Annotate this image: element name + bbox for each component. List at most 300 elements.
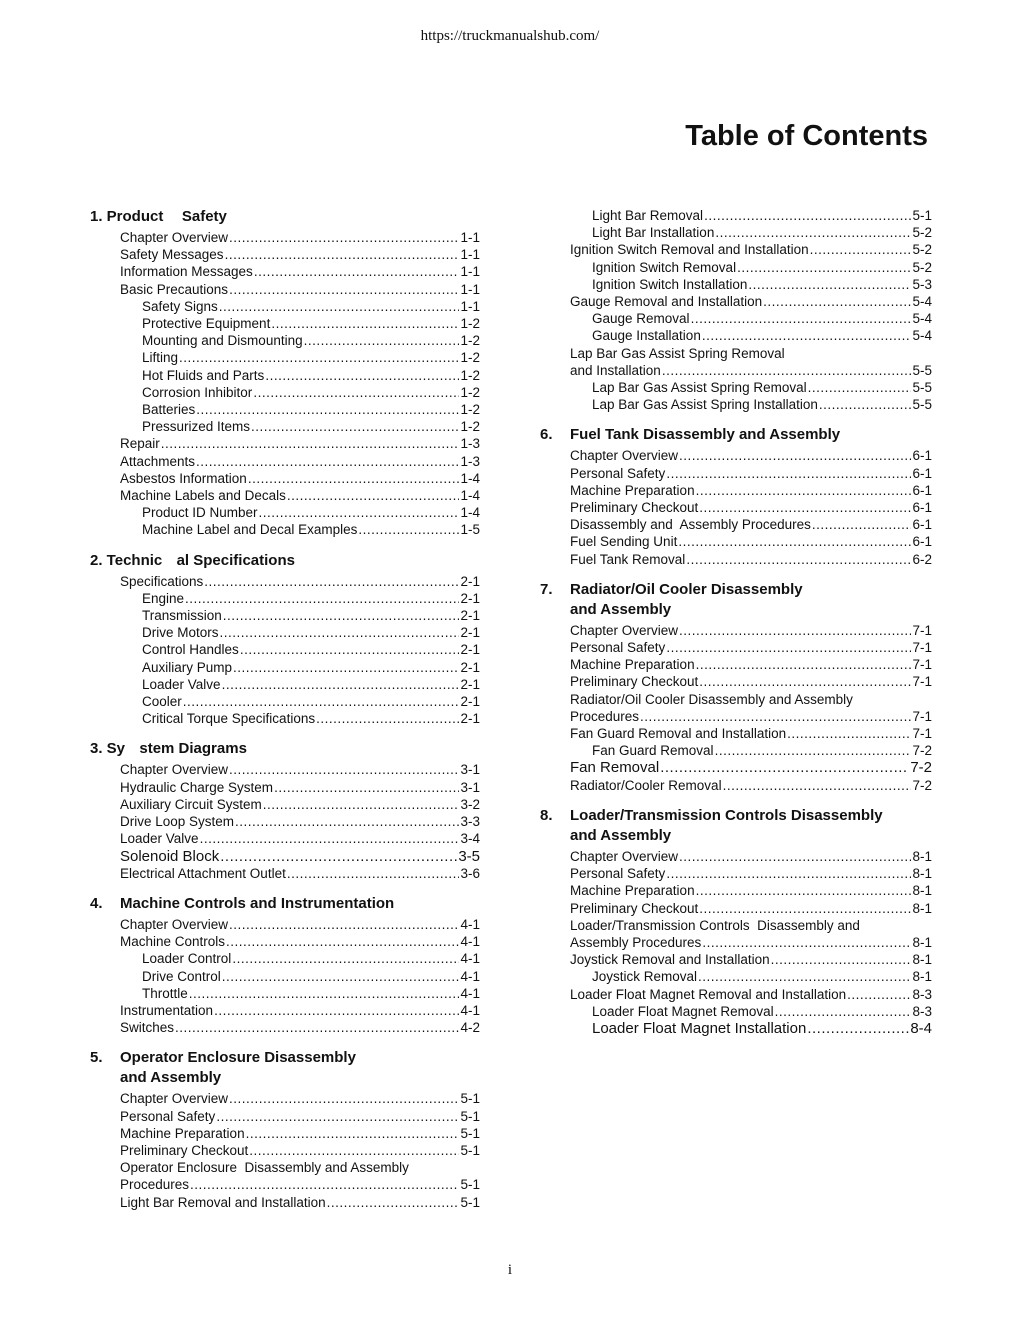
toc-entry-page: 3-1 xyxy=(460,762,480,778)
toc-entry-page: 6-2 xyxy=(912,551,932,567)
dot-leader xyxy=(679,447,911,464)
toc-entry-page: 7-1 xyxy=(912,674,932,690)
toc-entry[interactable] xyxy=(90,590,480,607)
toc-entry-label: Chapter Overview xyxy=(120,916,229,932)
dot-leader xyxy=(222,968,460,985)
section-number: 6. xyxy=(540,426,553,444)
section-number: 8. xyxy=(540,806,553,824)
toc-entry[interactable] xyxy=(90,761,480,778)
dot-leader xyxy=(316,710,459,727)
dot-leader xyxy=(251,418,459,435)
toc-entry-page: 1-4 xyxy=(460,505,480,521)
toc-entry[interactable] xyxy=(540,259,932,276)
toc-entry[interactable] xyxy=(540,1020,932,1037)
toc-entry-page: 1-1 xyxy=(460,247,480,263)
dot-leader xyxy=(679,848,911,865)
toc-entry-page: 4-1 xyxy=(460,916,480,932)
toc-entry[interactable] xyxy=(90,263,480,280)
toc-entry-label: Ignition Switch Installation xyxy=(592,276,748,292)
toc-entry[interactable] xyxy=(540,848,932,865)
toc-entry[interactable] xyxy=(540,639,932,656)
toc-section xyxy=(90,894,480,1036)
dot-leader xyxy=(807,1020,909,1037)
toc-entry[interactable] xyxy=(90,332,480,349)
toc-entry[interactable] xyxy=(540,276,932,293)
toc-entry-page: 8-3 xyxy=(912,1003,932,1019)
toc-entry[interactable] xyxy=(540,499,932,516)
toc-entry[interactable] xyxy=(90,401,480,418)
toc-entry[interactable] xyxy=(540,934,932,951)
toc-entry[interactable] xyxy=(540,516,932,533)
toc-entry-page: 7-1 xyxy=(912,708,932,724)
toc-entry-page: 8-1 xyxy=(912,952,932,968)
toc-entry-page: 2-1 xyxy=(460,573,480,589)
dot-leader xyxy=(265,367,459,384)
toc-entry-page: 6-1 xyxy=(912,448,932,464)
toc-entry-page: 5-5 xyxy=(912,380,932,396)
dot-leader xyxy=(222,676,460,693)
toc-entry-label: Machine Label and Decal Examples xyxy=(142,522,358,538)
toc-entry[interactable] xyxy=(90,1108,480,1125)
dot-leader xyxy=(748,276,911,293)
toc-entry[interactable] xyxy=(90,676,480,693)
toc-entry[interactable] xyxy=(540,207,932,224)
toc-entry-label: Drive Loop System xyxy=(120,814,235,830)
toc-entry-label: Repair xyxy=(120,436,160,452)
toc-entry[interactable] xyxy=(540,968,932,985)
toc-entry-label: Preliminary Checkout xyxy=(120,1142,249,1158)
dot-leader xyxy=(723,777,912,794)
toc-entry[interactable] xyxy=(90,367,480,384)
toc-entry[interactable] xyxy=(90,384,480,401)
toc-entry-page: 3-3 xyxy=(460,814,480,830)
dot-leader xyxy=(696,482,912,499)
toc-entry-label: Safety Signs xyxy=(142,298,218,314)
toc-entry-page: 5-1 xyxy=(912,208,932,223)
dot-leader xyxy=(254,263,460,280)
toc-entry[interactable] xyxy=(90,813,480,830)
toc-entry[interactable] xyxy=(90,453,480,470)
dot-leader xyxy=(214,1002,459,1019)
dot-leader xyxy=(240,641,460,658)
toc-entry[interactable] xyxy=(540,673,932,690)
toc-entry-page: 8-1 xyxy=(912,969,932,985)
toc-entry-label: Critical Torque Specifications xyxy=(142,711,316,727)
toc-entry[interactable] xyxy=(90,315,480,332)
toc-entry-page: 1-4 xyxy=(460,488,480,504)
toc-entry-label: Personal Safety xyxy=(570,866,666,882)
toc-entry-label: Chapter Overview xyxy=(570,448,679,464)
toc-entry-list xyxy=(90,916,480,1036)
toc-entry-page: 7-1 xyxy=(912,726,932,742)
toc-entry-page: 5-5 xyxy=(912,362,932,378)
toc-entry-label: Protective Equipment xyxy=(142,316,271,332)
toc-entry-page: 5-1 xyxy=(460,1194,480,1210)
section-number: 7. xyxy=(540,580,553,598)
toc-entry-label: Corrosion Inhibitor xyxy=(142,384,253,400)
toc-entry[interactable] xyxy=(90,418,480,435)
toc-entry[interactable] xyxy=(540,900,932,917)
toc-entry-page: 1-1 xyxy=(460,281,480,297)
toc-entry-page: 1-2 xyxy=(460,316,480,332)
toc-entry[interactable] xyxy=(90,435,480,452)
toc-entry-label: Personal Safety xyxy=(120,1108,216,1124)
toc-entry[interactable] xyxy=(540,310,932,327)
dot-leader xyxy=(686,551,911,568)
toc-entry[interactable] xyxy=(540,345,932,362)
dot-leader xyxy=(666,465,911,482)
toc-entry[interactable] xyxy=(540,482,932,499)
toc-entry[interactable] xyxy=(90,281,480,298)
toc-entry[interactable] xyxy=(540,379,932,396)
toc-entry-page: 5-1 xyxy=(460,1177,480,1193)
toc-entry[interactable] xyxy=(90,573,480,590)
toc-entry[interactable] xyxy=(540,551,932,568)
toc-entry[interactable] xyxy=(90,1125,480,1142)
dot-leader xyxy=(763,293,911,310)
section-number: 4. xyxy=(90,894,103,912)
toc-entry[interactable] xyxy=(90,796,480,813)
toc-entry-label: Light Bar Removal xyxy=(592,208,704,223)
toc-section xyxy=(90,1048,480,1210)
page-title: Table of Contents xyxy=(685,120,928,152)
toc-entry-page: 3-1 xyxy=(460,779,480,795)
toc-entry-label: Gauge Removal and Installation xyxy=(570,294,763,310)
toc-entry[interactable] xyxy=(90,985,480,1002)
toc-entry-label: Chapter Overview xyxy=(120,762,229,778)
toc-entry-page: 2-1 xyxy=(460,642,480,658)
dot-leader xyxy=(249,1142,459,1159)
dot-leader xyxy=(808,379,912,396)
toc-section xyxy=(540,425,932,567)
toc-entry-label: Machine Controls xyxy=(120,934,226,950)
toc-entry-label: Chapter Overview xyxy=(120,230,229,245)
toc-entry-page: 6-1 xyxy=(912,482,932,498)
dot-leader xyxy=(200,830,460,847)
toc-entry-page: 7-2 xyxy=(912,743,932,759)
dot-leader xyxy=(771,951,912,968)
toc-entry[interactable] xyxy=(90,659,480,676)
toc-entry-page: 4-1 xyxy=(460,985,480,1001)
toc-entry[interactable] xyxy=(90,848,480,865)
toc-entry[interactable] xyxy=(540,241,932,258)
toc-entry-page: 1-2 xyxy=(460,402,480,418)
toc-entry-label: Lap Bar Gas Assist Spring Removal xyxy=(592,380,807,396)
toc-entry[interactable] xyxy=(90,1194,480,1211)
toc-entry-page: 1-1 xyxy=(460,298,480,314)
toc-entry[interactable] xyxy=(540,777,932,794)
dot-leader xyxy=(220,848,457,865)
dot-leader xyxy=(662,362,912,379)
toc-entry[interactable] xyxy=(540,951,932,968)
toc-entry[interactable] xyxy=(90,968,480,985)
toc-entry-page: 5-3 xyxy=(912,276,932,292)
toc-entry-page: 8-1 xyxy=(912,900,932,916)
toc-entry-label: Control Handles xyxy=(142,642,239,658)
toc-entry[interactable] xyxy=(540,759,932,776)
toc-section xyxy=(90,551,480,728)
toc-entry-page: 5-1 xyxy=(460,1091,480,1107)
toc-entry-page: 7-2 xyxy=(912,777,932,793)
toc-entry-label: Machine Preparation xyxy=(570,883,695,899)
toc-entry[interactable] xyxy=(540,1003,932,1020)
toc-entry-label: Preliminary Checkout xyxy=(570,900,699,916)
toc-entry[interactable] xyxy=(90,521,480,538)
toc-entry-label: Chapter Overview xyxy=(570,622,679,638)
toc-entry-list xyxy=(540,848,932,1037)
dot-leader xyxy=(248,470,460,487)
toc-entry[interactable] xyxy=(540,882,932,899)
toc-entry[interactable] xyxy=(540,533,932,550)
toc-entry-label: Lifting xyxy=(142,350,179,366)
toc-entry[interactable] xyxy=(540,656,932,673)
toc-entry[interactable] xyxy=(90,1019,480,1036)
toc-entry-page: 2-1 xyxy=(460,711,480,727)
toc-entry-label: Personal Safety xyxy=(570,465,666,481)
toc-entry-label: Auxiliary Pump xyxy=(142,659,233,675)
dot-leader xyxy=(183,693,460,710)
toc-entry-page: 8-3 xyxy=(912,986,932,1002)
dot-leader xyxy=(274,779,459,796)
toc-entry[interactable] xyxy=(540,327,932,344)
toc-entry[interactable] xyxy=(540,917,932,934)
dot-leader xyxy=(699,673,911,690)
toc-entry-label: Engine xyxy=(142,590,185,606)
toc-entry-page: 1-1 xyxy=(460,264,480,280)
dot-leader xyxy=(219,298,460,315)
toc-entry[interactable] xyxy=(540,742,932,759)
toc-entry-label: Machine Preparation xyxy=(570,482,695,498)
toc-entry-label: Mounting and Dismounting xyxy=(142,333,303,349)
toc-entry[interactable] xyxy=(540,865,932,882)
toc-entry[interactable] xyxy=(90,1090,480,1107)
dot-leader xyxy=(229,761,459,778)
toc-entry-label: Loader Valve xyxy=(120,831,199,847)
header-url: https://truckmanualshub.com/ xyxy=(420,28,600,44)
dot-leader xyxy=(190,1176,459,1193)
toc-entry-label: Switches xyxy=(120,1020,175,1036)
toc-entry-label: Loader Float Magnet Removal and Installation xyxy=(570,986,847,1002)
toc-entry-page: 1-1 xyxy=(460,230,480,245)
dot-leader xyxy=(696,656,912,673)
toc-entry-page: 3-2 xyxy=(460,796,480,812)
dot-leader xyxy=(696,882,912,899)
toc-entry-label: Drive Control xyxy=(142,968,221,984)
dot-leader xyxy=(185,590,459,607)
toc-entry[interactable] xyxy=(90,865,480,882)
toc-entry[interactable] xyxy=(90,487,480,504)
dot-leader xyxy=(678,533,911,550)
toc-entry[interactable] xyxy=(90,693,480,710)
dot-leader xyxy=(812,516,912,533)
toc-entry-label: Throttle xyxy=(142,985,188,1001)
dot-leader xyxy=(702,934,911,951)
dot-leader xyxy=(640,708,911,725)
toc-entry-label: Hydraulic Charge System xyxy=(120,779,274,795)
toc-entry[interactable] xyxy=(540,362,932,379)
dot-leader xyxy=(698,968,911,985)
toc-entry-list xyxy=(90,761,480,881)
toc-entry-label: Ignition Switch Removal and Installation xyxy=(570,242,809,258)
toc-entry[interactable] xyxy=(90,504,480,521)
toc-entry-label: Fan Guard Removal and Installation xyxy=(570,726,787,742)
toc-entry-label: Assembly Procedures xyxy=(570,934,702,950)
toc-entry[interactable] xyxy=(540,224,932,241)
toc-entry-page: 8-1 xyxy=(912,883,932,899)
toc-left-column xyxy=(90,207,480,1223)
toc-entry-page: 2-1 xyxy=(460,659,480,675)
toc-entry[interactable] xyxy=(90,349,480,366)
toc-entry-label: Specifications xyxy=(120,573,204,589)
toc-entry[interactable] xyxy=(540,293,932,310)
section-heading xyxy=(90,551,480,571)
toc-entry-page: 6-1 xyxy=(912,465,932,481)
dot-leader xyxy=(229,229,459,246)
toc-entry-label: Fuel Tank Removal xyxy=(570,551,686,567)
toc-entry-page: 4-1 xyxy=(460,1002,480,1018)
toc-entry[interactable] xyxy=(90,1159,480,1176)
dot-leader xyxy=(699,900,911,917)
section-heading xyxy=(90,207,480,227)
toc-entry[interactable] xyxy=(540,396,932,413)
section-number: 5. xyxy=(90,1049,103,1067)
toc-entry[interactable] xyxy=(90,624,480,641)
toc-entry[interactable] xyxy=(540,465,932,482)
toc-right-column xyxy=(540,207,932,1049)
toc-entry-list xyxy=(540,447,932,567)
toc-entry-label: Loader Valve xyxy=(142,676,221,692)
section-title: Safety xyxy=(169,208,227,225)
section-number: 2. Technic xyxy=(90,551,163,569)
toc-entry-page: 8-1 xyxy=(912,866,932,882)
toc-entry[interactable] xyxy=(90,830,480,847)
toc-entry-page: 4-1 xyxy=(460,968,480,984)
section-heading xyxy=(90,894,480,914)
toc-entry[interactable] xyxy=(90,710,480,727)
toc-entry-label: Lap Bar Gas Assist Spring Installation xyxy=(592,397,818,413)
section-title: al Specifications xyxy=(168,551,295,569)
toc-entry-label: Transmission xyxy=(142,608,222,624)
section-title: stem Diagrams xyxy=(131,740,247,758)
toc-entry[interactable] xyxy=(90,229,480,246)
toc-entry[interactable] xyxy=(90,779,480,796)
toc-entry[interactable] xyxy=(90,916,480,933)
toc-entry-label: Fuel Sending Unit xyxy=(570,534,678,550)
dot-leader xyxy=(161,435,460,452)
dot-leader xyxy=(699,499,911,516)
dot-leader xyxy=(787,725,911,742)
dot-leader xyxy=(189,985,460,1002)
toc-entry-label: Gauge Removal xyxy=(592,311,690,327)
dot-leader xyxy=(715,742,912,759)
toc-section xyxy=(90,739,480,881)
toc-entry-page: 5-4 xyxy=(912,294,932,310)
section-heading xyxy=(90,1048,480,1088)
toc-entry-page: 1-2 xyxy=(460,419,480,435)
toc-entry-label: Procedures xyxy=(120,1177,190,1193)
toc-entry-page: 1-5 xyxy=(460,522,480,538)
toc-entry-label: Preliminary Checkout xyxy=(570,674,699,690)
toc-entry-page: 2-1 xyxy=(460,694,480,710)
dot-leader xyxy=(229,1090,459,1107)
toc-entry-label: Loader Float Magnet Installation xyxy=(592,1019,807,1037)
dot-leader xyxy=(179,349,459,366)
toc-entry-page: 3-5 xyxy=(458,847,480,865)
toc-entry[interactable] xyxy=(540,708,932,725)
toc-entry[interactable] xyxy=(90,607,480,624)
toc-entry-page: 1-2 xyxy=(460,367,480,383)
toc-entry-page: 2-1 xyxy=(460,608,480,624)
toc-entry[interactable] xyxy=(540,691,932,708)
toc-entry[interactable] xyxy=(540,447,932,464)
toc-entry-label: Safety Messages xyxy=(120,247,224,263)
toc-entry-page: 3-4 xyxy=(460,831,480,847)
dot-leader xyxy=(819,396,912,413)
toc-entry[interactable] xyxy=(90,470,480,487)
toc-entry[interactable] xyxy=(90,1002,480,1019)
toc-entry-page: 5-2 xyxy=(912,259,932,275)
toc-entry-page: 4-1 xyxy=(460,934,480,950)
toc-entry-label: Auxiliary Circuit System xyxy=(120,796,262,812)
toc-entry[interactable] xyxy=(90,246,480,263)
dot-leader xyxy=(175,1019,459,1036)
dot-leader xyxy=(226,933,459,950)
dot-leader xyxy=(702,327,912,344)
dot-leader xyxy=(775,1003,912,1020)
toc-entry-label: Asbestos Information xyxy=(120,470,247,486)
dot-leader xyxy=(666,865,911,882)
dot-leader xyxy=(715,224,911,241)
section-heading xyxy=(540,806,932,846)
toc-entry-page: 1-2 xyxy=(460,333,480,349)
toc-entry-label: Chapter Overview xyxy=(570,848,679,864)
toc-entry-label: Electrical Attachment Outlet xyxy=(120,865,286,881)
dot-leader xyxy=(204,573,459,590)
dot-leader xyxy=(737,259,911,276)
section-number: 3. Sy xyxy=(90,740,126,758)
toc-entry[interactable] xyxy=(540,725,932,742)
toc-entry[interactable] xyxy=(90,298,480,315)
toc-section xyxy=(90,207,480,539)
toc-entry-label: Ignition Switch Removal xyxy=(592,259,737,275)
toc-entry[interactable] xyxy=(540,986,932,1003)
toc-entry-label: Drive Motors xyxy=(142,625,219,641)
toc-entry-page: 5-1 xyxy=(460,1125,480,1141)
toc-entry[interactable] xyxy=(90,1142,480,1159)
toc-entry-label: Basic Precautions xyxy=(120,281,229,297)
toc-entry[interactable] xyxy=(90,641,480,658)
toc-entry-page: 1-2 xyxy=(460,350,480,366)
toc-entry-label: Cooler xyxy=(142,694,182,710)
toc-entry-label: Machine Preparation xyxy=(570,657,695,673)
toc-entry-label: Fan Removal xyxy=(570,759,660,777)
toc-entry-list xyxy=(540,207,932,413)
toc-entry-page: 6-1 xyxy=(912,517,932,533)
dot-leader xyxy=(287,865,460,882)
section-number: 1. Product xyxy=(90,208,164,225)
toc-entry-label: Personal Safety xyxy=(570,640,666,656)
toc-entry-page: 8-4 xyxy=(910,1019,932,1037)
section-heading xyxy=(540,425,932,445)
dot-leader xyxy=(259,504,460,521)
toc-entry[interactable] xyxy=(90,950,480,967)
toc-entry-label: Chapter Overview xyxy=(120,1091,229,1107)
toc-entry-label: Hot Fluids and Parts xyxy=(142,367,265,383)
toc-entry[interactable] xyxy=(90,1176,480,1193)
toc-entry-label: Information Messages xyxy=(120,264,253,280)
toc-entry[interactable] xyxy=(540,622,932,639)
toc-entry[interactable] xyxy=(90,933,480,950)
